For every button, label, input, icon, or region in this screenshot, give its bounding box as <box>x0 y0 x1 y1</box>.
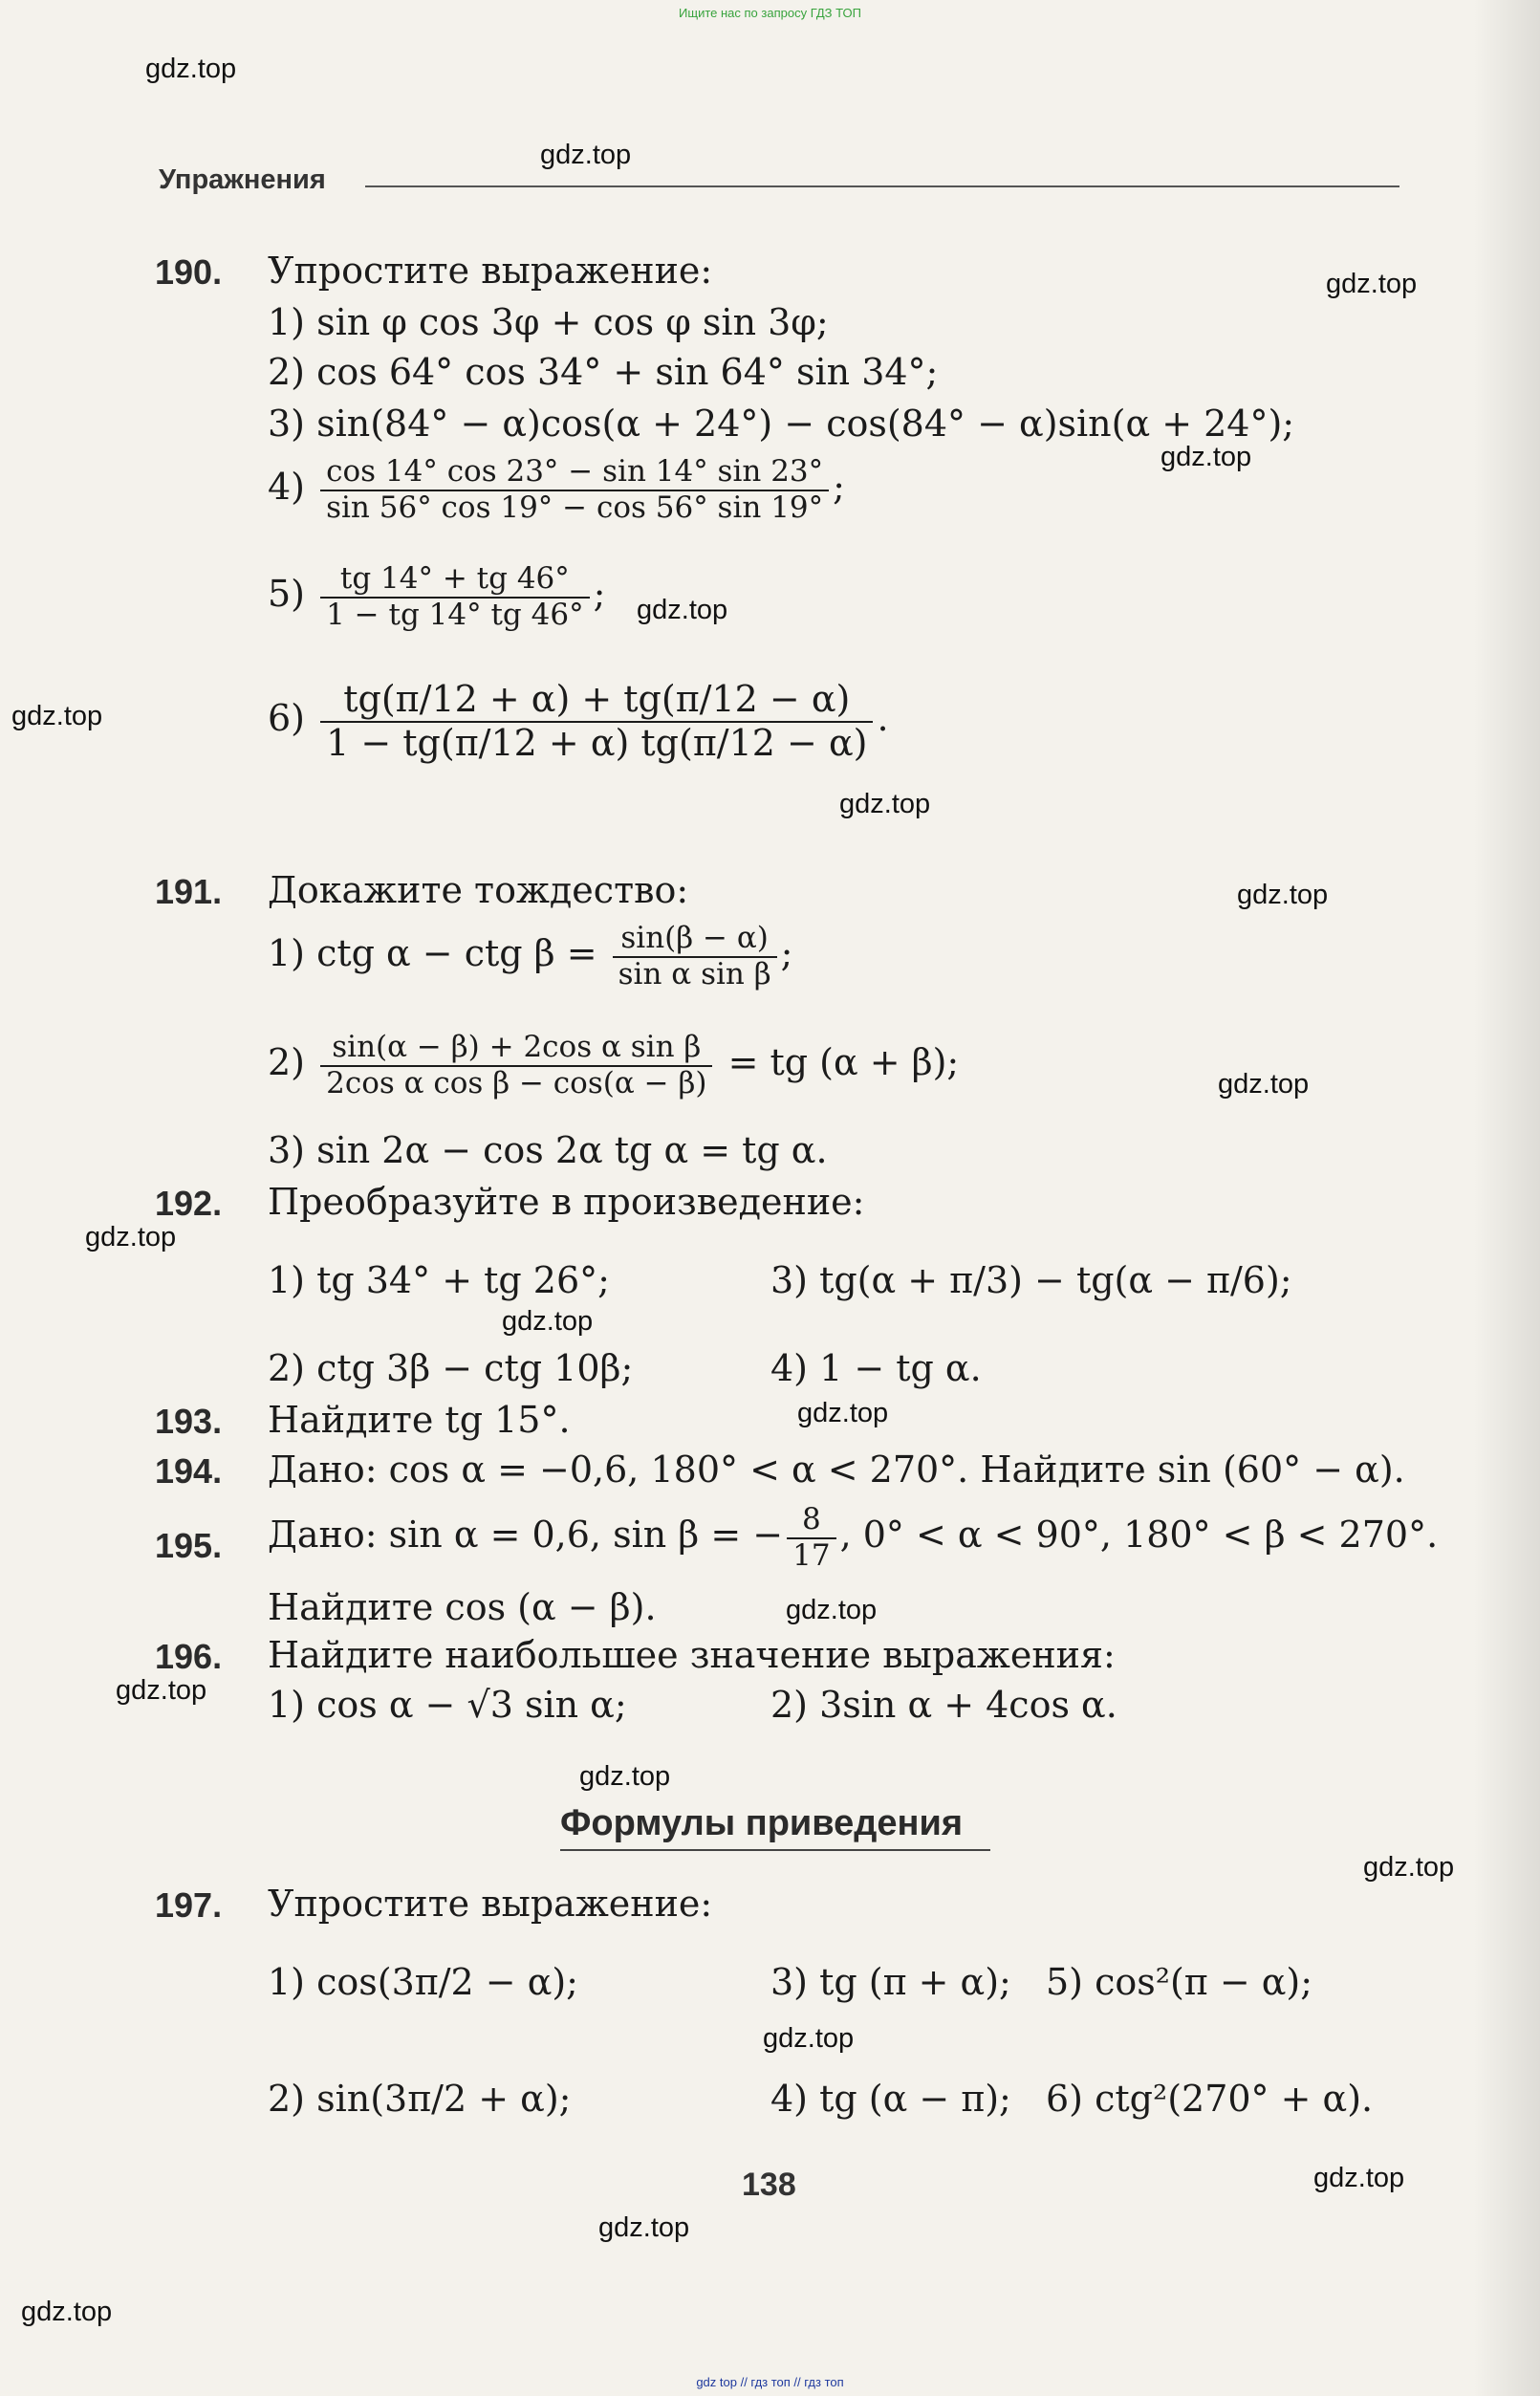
header-rule <box>365 185 1399 187</box>
fraction-denominator: 1 − tg(π/12 + α) tg(π/12 − α) <box>326 721 868 764</box>
watermark: gdz.top <box>763 2023 855 2054</box>
exercise-item: 3) tg(α + π/3) − tg(α − π/6); <box>770 1259 1292 1301</box>
item-left: 1) ctg α − ctg β = <box>268 932 597 975</box>
watermark: gdz.top <box>116 1675 207 1706</box>
fraction <box>320 562 589 632</box>
item-end: ; <box>780 932 793 975</box>
exercise-item: 3) sin 2α − cos 2α tg α = tg α. <box>268 1129 828 1171</box>
fraction-numerator: cos 14° cos 23° − sin 14° sin 23° <box>320 455 829 491</box>
exercise-task: Найдите наибольшее значение выражения: <box>268 1634 1116 1676</box>
exercise-item: 1) cos(3π/2 − α); <box>268 1961 578 2003</box>
fraction-denominator: sin α sin β <box>618 956 771 991</box>
watermark: gdz.top <box>502 1306 594 1337</box>
exercise-task: Дано: cos α = −0,6, 180° < α < 270°. Найдите sin (60° − α). <box>268 1448 1405 1491</box>
fraction-numerator: tg 14° + tg 46° <box>320 562 589 599</box>
exercise-item-fraction <box>268 679 889 764</box>
fraction-numerator: 8 <box>787 1503 835 1539</box>
exercise-task: Преобразуйте в произведение: <box>268 1181 865 1223</box>
exercise-item: 3) sin(84° − α)cos(α + 24°) − cos(84° − α)sin(α + 24°); <box>268 403 1295 445</box>
fraction-denominator: 2cos α cos β − cos(α − β) <box>326 1065 707 1100</box>
exercise-task: Найдите tg 15°. <box>268 1399 571 1441</box>
watermark: gdz.top <box>1363 1852 1455 1883</box>
watermark: gdz.top <box>145 54 237 84</box>
watermark: gdz.top <box>11 701 103 731</box>
item-end: . <box>877 697 889 740</box>
section-header: Упражнения <box>159 164 326 195</box>
item-end: ; <box>593 573 606 616</box>
task-part: Дано: sin α = 0,6, sin β = − <box>268 1514 784 1557</box>
page-edge-shadow <box>1473 0 1540 2396</box>
bottom-banner[interactable]: gdz top // гдз топ // гдз топ <box>696 2375 844 2389</box>
watermark: gdz.top <box>21 2297 113 2327</box>
exercise-item: 1) cos α − √3 sin α; <box>268 1684 627 1726</box>
exercise-item: 4) tg (α − π); <box>770 2078 1011 2120</box>
fraction-numerator: tg(π/12 + α) + tg(π/12 − α) <box>320 679 873 723</box>
watermark: gdz.top <box>579 1761 671 1792</box>
fraction-numerator: sin(β − α) <box>613 922 777 958</box>
exercise-item: 2) ctg 3β − ctg 10β; <box>268 1347 634 1389</box>
exercise-item: 1) sin φ cos 3φ + cos φ sin 3φ; <box>268 301 829 343</box>
watermark: gdz.top <box>85 1222 177 1252</box>
exercise-task: Упростите выражение: <box>268 250 713 292</box>
item-label: 2) <box>268 1041 306 1084</box>
exercise-item: 5) cos²(π − α); <box>1046 1961 1313 2003</box>
fraction-denominator: 1 − tg 14° tg 46° <box>326 597 584 632</box>
exercise-number: 197. <box>155 1885 223 1925</box>
exercise-number: 195. <box>155 1526 223 1565</box>
exercise-item-fraction <box>268 562 605 632</box>
watermark: gdz.top <box>797 1398 889 1428</box>
item-label: 5) <box>268 573 306 616</box>
watermark: gdz.top <box>1313 2163 1405 2193</box>
exercise-item: 2) cos 64° cos 34° + sin 64° sin 34°; <box>268 351 939 393</box>
item-label: 6) <box>268 697 306 740</box>
fraction-numerator: sin(α − β) + 2cos α sin β <box>320 1031 712 1067</box>
exercise-item: 2) sin(3π/2 + α); <box>268 2078 572 2120</box>
watermark: gdz.top <box>1160 442 1252 472</box>
watermark: gdz.top <box>839 789 931 819</box>
watermark: gdz.top <box>1326 269 1418 299</box>
item-label: 4) <box>268 466 306 509</box>
exercise-item: 2) 3sin α + 4cos α. <box>770 1684 1117 1726</box>
exercise-task: Докажите тождество: <box>268 869 689 911</box>
task-part: , 0° < α < 90°, 180° < β < 270°. <box>839 1514 1439 1557</box>
section-heading: Формулы приведения <box>560 1803 964 1843</box>
item-end: ; <box>833 466 845 509</box>
fraction-denominator: sin 56° cos 19° − cos 56° sin 19° <box>326 490 824 525</box>
fraction <box>320 1031 712 1100</box>
fraction <box>613 922 777 991</box>
exercise-number: 192. <box>155 1184 223 1223</box>
exercise-item: 1) tg 34° + tg 26°; <box>268 1259 610 1301</box>
exercise-item: 4) 1 − tg α. <box>770 1347 982 1389</box>
item-end: = tg (α + β); <box>727 1041 960 1084</box>
exercise-task: Упростите выражение: <box>268 1883 713 1925</box>
exercise-number: 194. <box>155 1451 223 1491</box>
fraction-denominator: 17 <box>792 1537 831 1573</box>
exercise-task <box>268 1503 1438 1573</box>
watermark: gdz.top <box>598 2212 690 2243</box>
page-number: 138 <box>742 2167 796 2203</box>
watermark: gdz.top <box>637 595 728 625</box>
watermark: gdz.top <box>786 1595 878 1625</box>
exercise-item-fraction <box>268 455 845 525</box>
fraction <box>787 1503 835 1573</box>
exercise-item-fraction <box>268 922 792 991</box>
watermark: gdz.top <box>1218 1069 1310 1100</box>
exercise-item: 3) tg (π + α); <box>770 1961 1011 2003</box>
top-banner[interactable]: Ищите нас по запросу ГДЗ ТОП <box>679 6 861 20</box>
section-heading-underline <box>560 1849 990 1851</box>
watermark: gdz.top <box>1237 880 1329 910</box>
fraction <box>320 679 873 764</box>
exercise-task: Найдите cos (α − β). <box>268 1586 657 1628</box>
exercise-item-fraction <box>268 1031 959 1100</box>
watermark: gdz.top <box>540 140 632 170</box>
exercise-number: 191. <box>155 872 223 911</box>
exercise-number: 193. <box>155 1402 223 1441</box>
exercise-number: 196. <box>155 1637 223 1676</box>
exercise-number: 190. <box>155 252 223 292</box>
fraction <box>320 455 829 525</box>
exercise-item: 6) ctg²(270° + α). <box>1046 2078 1374 2120</box>
